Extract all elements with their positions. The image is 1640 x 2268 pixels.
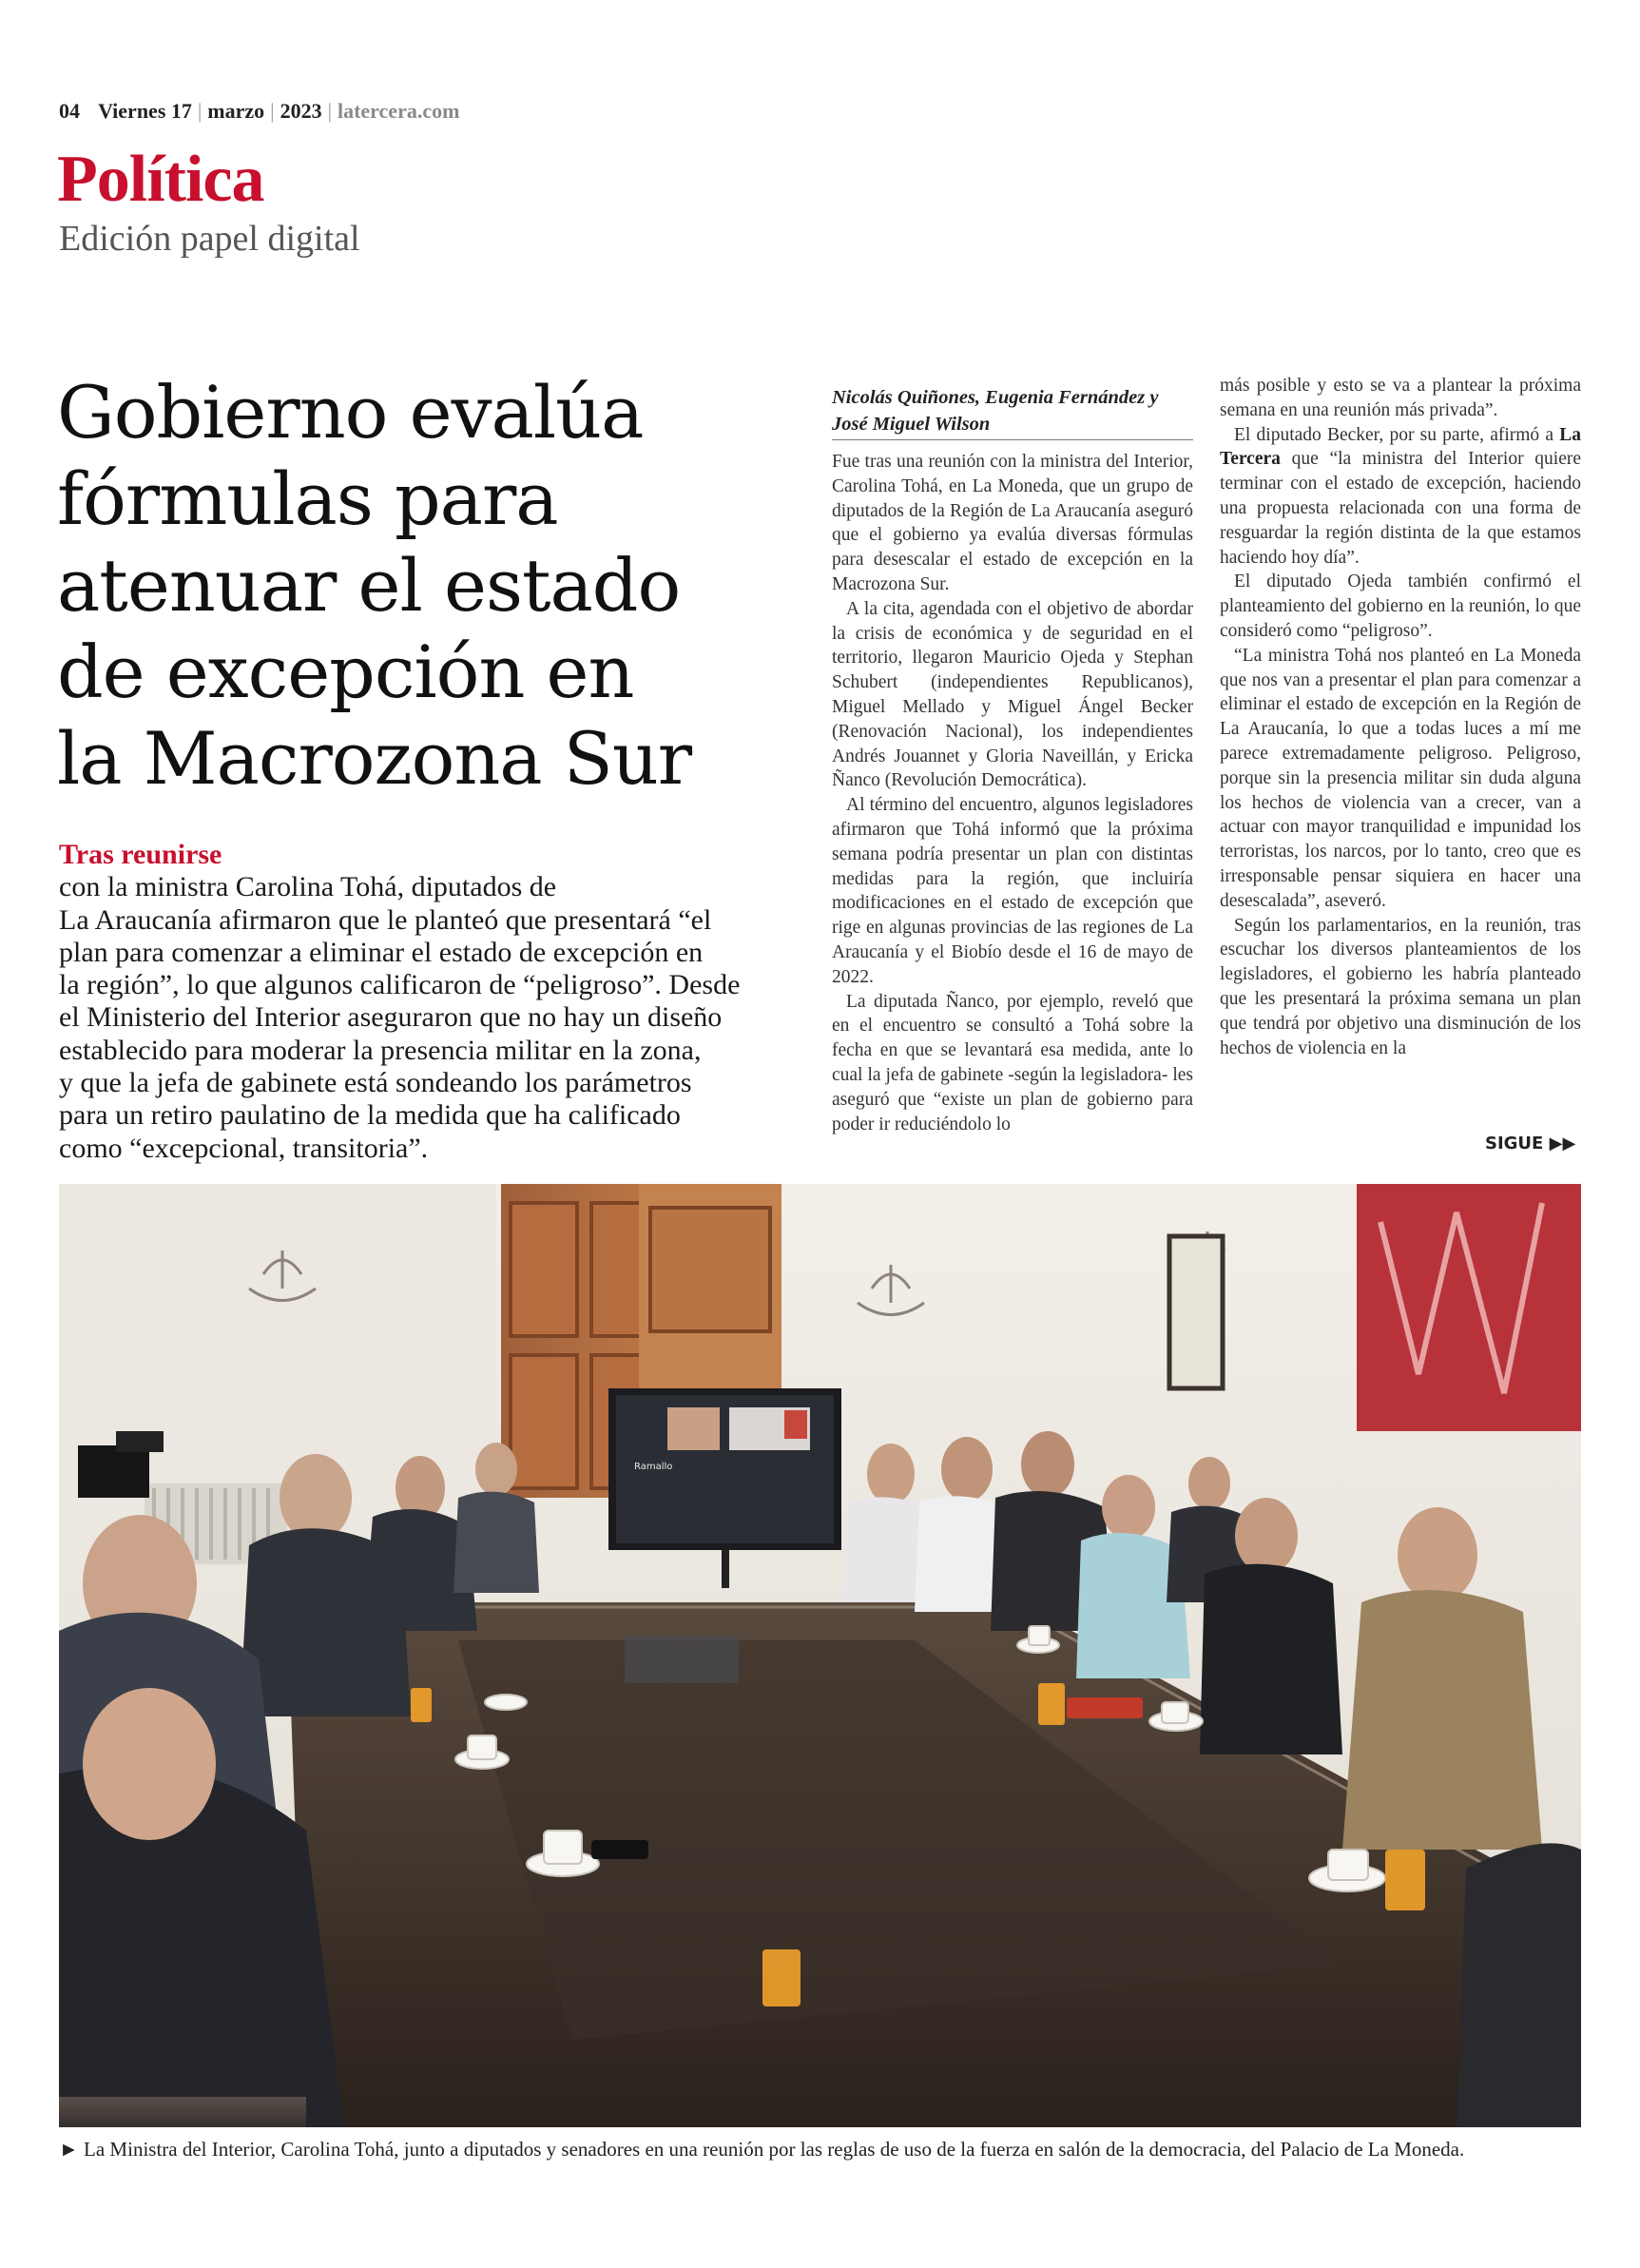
headline-line: atenuar el estado [57, 543, 681, 628]
page-number: 04 [59, 99, 80, 123]
article-headline [57, 369, 780, 802]
headline-line: fórmulas para [57, 456, 558, 541]
article-lead [59, 839, 774, 1165]
body-column-1 [832, 450, 1193, 1136]
section-title: Política [57, 143, 264, 216]
headline-line: la Macrozona Sur [57, 716, 692, 801]
folio-separator: | [327, 99, 332, 123]
folio-separator: | [197, 99, 203, 123]
folio-separator: | [270, 99, 275, 123]
lead-line: el Ministerio del Interior aseguraron que no hay un diseño [59, 1001, 723, 1034]
byline: Nicolás Quiñones, Eugenia Fernández y José Miguel Wilson [832, 387, 1159, 435]
photo-caption: ► La Ministra del Interior, Carolina Tohá, junto a diputados y senadores en una reunión por las reglas de uso de la fuerza en salón de la democracia, del Palacio de La Moneda. [59, 2138, 1465, 2161]
lead-line: La Araucanía afirmaron que le planteó que presentará “el [59, 903, 712, 936]
headline-line: de excepción en [57, 630, 634, 714]
body-paragraph [1220, 423, 1581, 571]
page-folio [59, 99, 459, 124]
lead-line: y que la jefa de gabinete está sondeando los parámetros [59, 1067, 692, 1099]
lead-line: plan para comenzar a eliminar el estado de excepción en [59, 936, 704, 968]
body-paragraph: Fue tras una reunión con la ministra del Interior, Carolina Tohá, en La Moneda, que un grupo de diputados de la Región de La Araucanía aseguró que el gobierno ya evalúa diversas fórmulas para desescalar el estado de excepción en la Macrozona Sur. [832, 452, 1193, 594]
meeting-photo [59, 1184, 1581, 2127]
lead-line: como “excepcional, transitoria”. [59, 1132, 429, 1164]
body-paragraph: Según los parlamentarios, en la reunión, tras escuchar los diversos planteamientos de los legisladores, el gobierno les habría planteado que les presentará la próxima semana un plan que tendrá por objetivo una disminución de los hechos de violencia en la [1220, 915, 1581, 1058]
lead-text: con la ministra Carolina Tohá, diputados de [59, 871, 557, 903]
date-weekday: Viernes 17 [98, 99, 192, 123]
edition-label: Edición papel digital [59, 219, 360, 259]
body-paragraph: El diputado Ojeda también confirmó el planteamiento del gobierno en la reunión, lo que consideró como “peligroso”. [1220, 572, 1581, 641]
body-text: El diputado Becker, por su parte, afirmó a [1234, 424, 1560, 445]
body-text: que “la ministra del Interior quiere terminar con el estado de excepción, haciendo una propuesta relacionada con una forma de resguardar la región distinta de la que estamos haciendo hoy día”. [1220, 449, 1581, 568]
date-year: 2023 [280, 99, 322, 123]
body-paragraph: A la cita, agendada con el objetivo de abordar la crisis de económica y de seguridad en el territorio, llegaron Mauricio Ojeda y Stephan Schubert (independientes Republicanos), Miguel Mellado y Miguel Ángel Becker (Renovación Nacional), los independientes Andrés Jouannet y Gloria Naveillán, y Ericka Ñanco (Revolución Democrática). [832, 598, 1193, 791]
website-link[interactable]: latercera.com [337, 99, 460, 123]
lead-line: para un retiro paulatino de la medida que ha calificado [59, 1099, 681, 1132]
date-month: marzo [207, 99, 265, 123]
body-paragraph: Al término del encuentro, algunos legisladores afirmaron que Tohá informó que la próxima semana podría presentar un plan con distintas medidas para la región, que incluiría modificaciones en el estado de excepción que rige en algunas provincias de las regiones de La Araucanía y el Biobío desde el 16 de mayo de 2022. [832, 795, 1193, 987]
lead-line: establecido para moderar la presencia militar en la zona, [59, 1034, 702, 1066]
body-column-2 [1220, 374, 1581, 1060]
headline-line: Gobierno evalúa [57, 370, 644, 455]
byline-divider [832, 439, 1193, 440]
body-paragraph: La diputada Ñanco, por ejemplo, reveló que en el encuentro se consultó a Tohá sobre la fecha en que se levantará esa medida, ante lo cual la jefa de gabinete -según la legisladora- les aseguró que “existe un plan de gobierno para poder ir reduciéndolo lo [832, 991, 1193, 1134]
body-paragraph: “La ministra Tohá nos planteó en La Moneda que nos van a presentar el plan para comenzar a eliminar el estado de excepción en la Región de La Araucanía, lo que a todas luces a mí me parece extremadamente peligroso. Peligroso, porque sin la presencia militar sin duda alguna los hechos de violencia van a crecer, van a actuar con mayor tranquilidad e impunidad los terroristas, los narcos, por lo tanto, creo que es irresponsable pensar siquiera en hacer una desescalada”, aseveró. [1220, 645, 1581, 911]
lead-line: la región”, lo que algunos calificaron de “peligroso”. Desde [59, 969, 741, 1001]
continue-marker[interactable]: SIGUE ▶▶ [1485, 1134, 1576, 1153]
body-paragraph: más posible y esto se va a plantear la próxima semana en una reunión más privada”. [1220, 376, 1581, 420]
lead-kicker: Tras reunirse [59, 839, 222, 870]
lead-line [59, 839, 774, 904]
newspaper-name: La Tercera [1220, 424, 1581, 470]
screen-participant-name: Ramallo [634, 1462, 673, 1472]
